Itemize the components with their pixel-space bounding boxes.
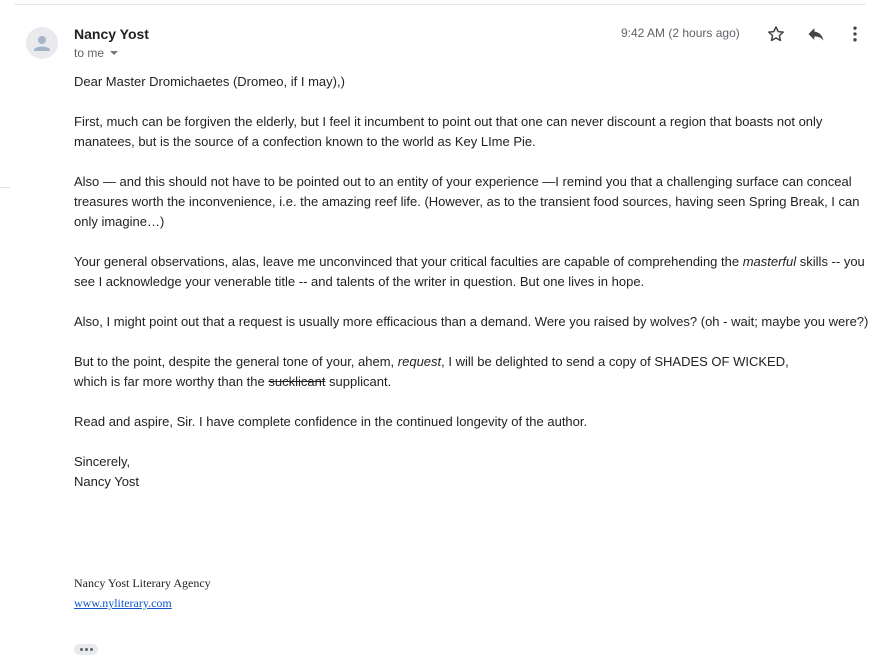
timestamp: 9:42 AM (2 hours ago) <box>621 26 740 40</box>
star-button[interactable] <box>764 22 788 46</box>
p3-text-a: Your general observations, alas, leave me unconvinced that your critical faculties are capable of comprehending the <box>74 254 743 269</box>
agency-name: Nancy Yost Literary Agency <box>74 576 211 590</box>
sender-avatar[interactable] <box>26 27 58 59</box>
avatar-person-icon <box>26 27 58 59</box>
p5-strikethrough: sucklicant <box>268 374 326 389</box>
p5-text-a: But to the point, despite the general tone of your, ahem, <box>74 354 398 369</box>
message-body <box>74 72 870 492</box>
p5-text-d: supplicant. <box>325 374 392 389</box>
reply-icon <box>806 24 826 44</box>
paragraph-4: Also, I might point out that a request is usually more efficacious than a demand. Were you raised by wolves? (oh - wait; maybe you were?) <box>74 314 869 329</box>
recipient-details-toggle[interactable] <box>74 46 118 60</box>
chevron-down-icon <box>110 51 118 55</box>
ellipsis-dot <box>90 648 93 651</box>
star-icon <box>766 24 786 44</box>
website-link[interactable]: www.nyliterary.com <box>74 596 172 610</box>
paragraph-6: Read and aspire, Sir. I have complete confidence in the continued longevity of the author. <box>74 414 588 429</box>
recipient-label: to me <box>74 46 105 60</box>
more-options-button[interactable] <box>843 22 867 46</box>
show-trimmed-content-button[interactable] <box>74 644 98 655</box>
p3-text-b: skills -- you see I acknowledge your venerable title -- and talents of the writer in question. But one lives in hope. <box>74 254 865 289</box>
more-vert-icon <box>845 24 865 44</box>
closing-name: Nancy Yost <box>74 474 140 489</box>
ellipsis-dot <box>85 648 88 651</box>
sender-name: Nancy Yost <box>74 26 149 42</box>
p5-emphasis: request <box>397 354 442 369</box>
left-edge-mark <box>0 187 10 188</box>
top-divider <box>14 4 866 5</box>
p3-emphasis: masterful <box>742 254 797 269</box>
closing: Sincerely, <box>74 454 131 469</box>
paragraph-2: Also — and this should not have to be pointed out to an entity of your experience —I remind you that a challenging surface can conceal treasures worth the inconvenience, i.e. the amazing reef life. (However, as to the transient food sources, having seen Spring Break, I can only imagine…) <box>74 174 860 229</box>
reply-button[interactable] <box>804 22 828 46</box>
paragraph-5 <box>74 352 870 392</box>
signature-block <box>74 573 211 613</box>
greeting: Dear Master Dromichaetes (Dromeo, if I may),) <box>74 74 345 89</box>
p5-text-c: which is far more worthy than the <box>74 374 269 389</box>
paragraph-1: First, much can be forgiven the elderly, but I feel it incumbent to point out that one can never discount a region that boasts not only manatees, but is the source of a confection known to the world as Key LIme Pie. <box>74 114 823 149</box>
ellipsis-dot <box>80 648 83 651</box>
p5-text-b: , I will be delighted to send a copy of SHADES OF WICKED, <box>441 354 789 369</box>
paragraph-3 <box>74 252 870 292</box>
